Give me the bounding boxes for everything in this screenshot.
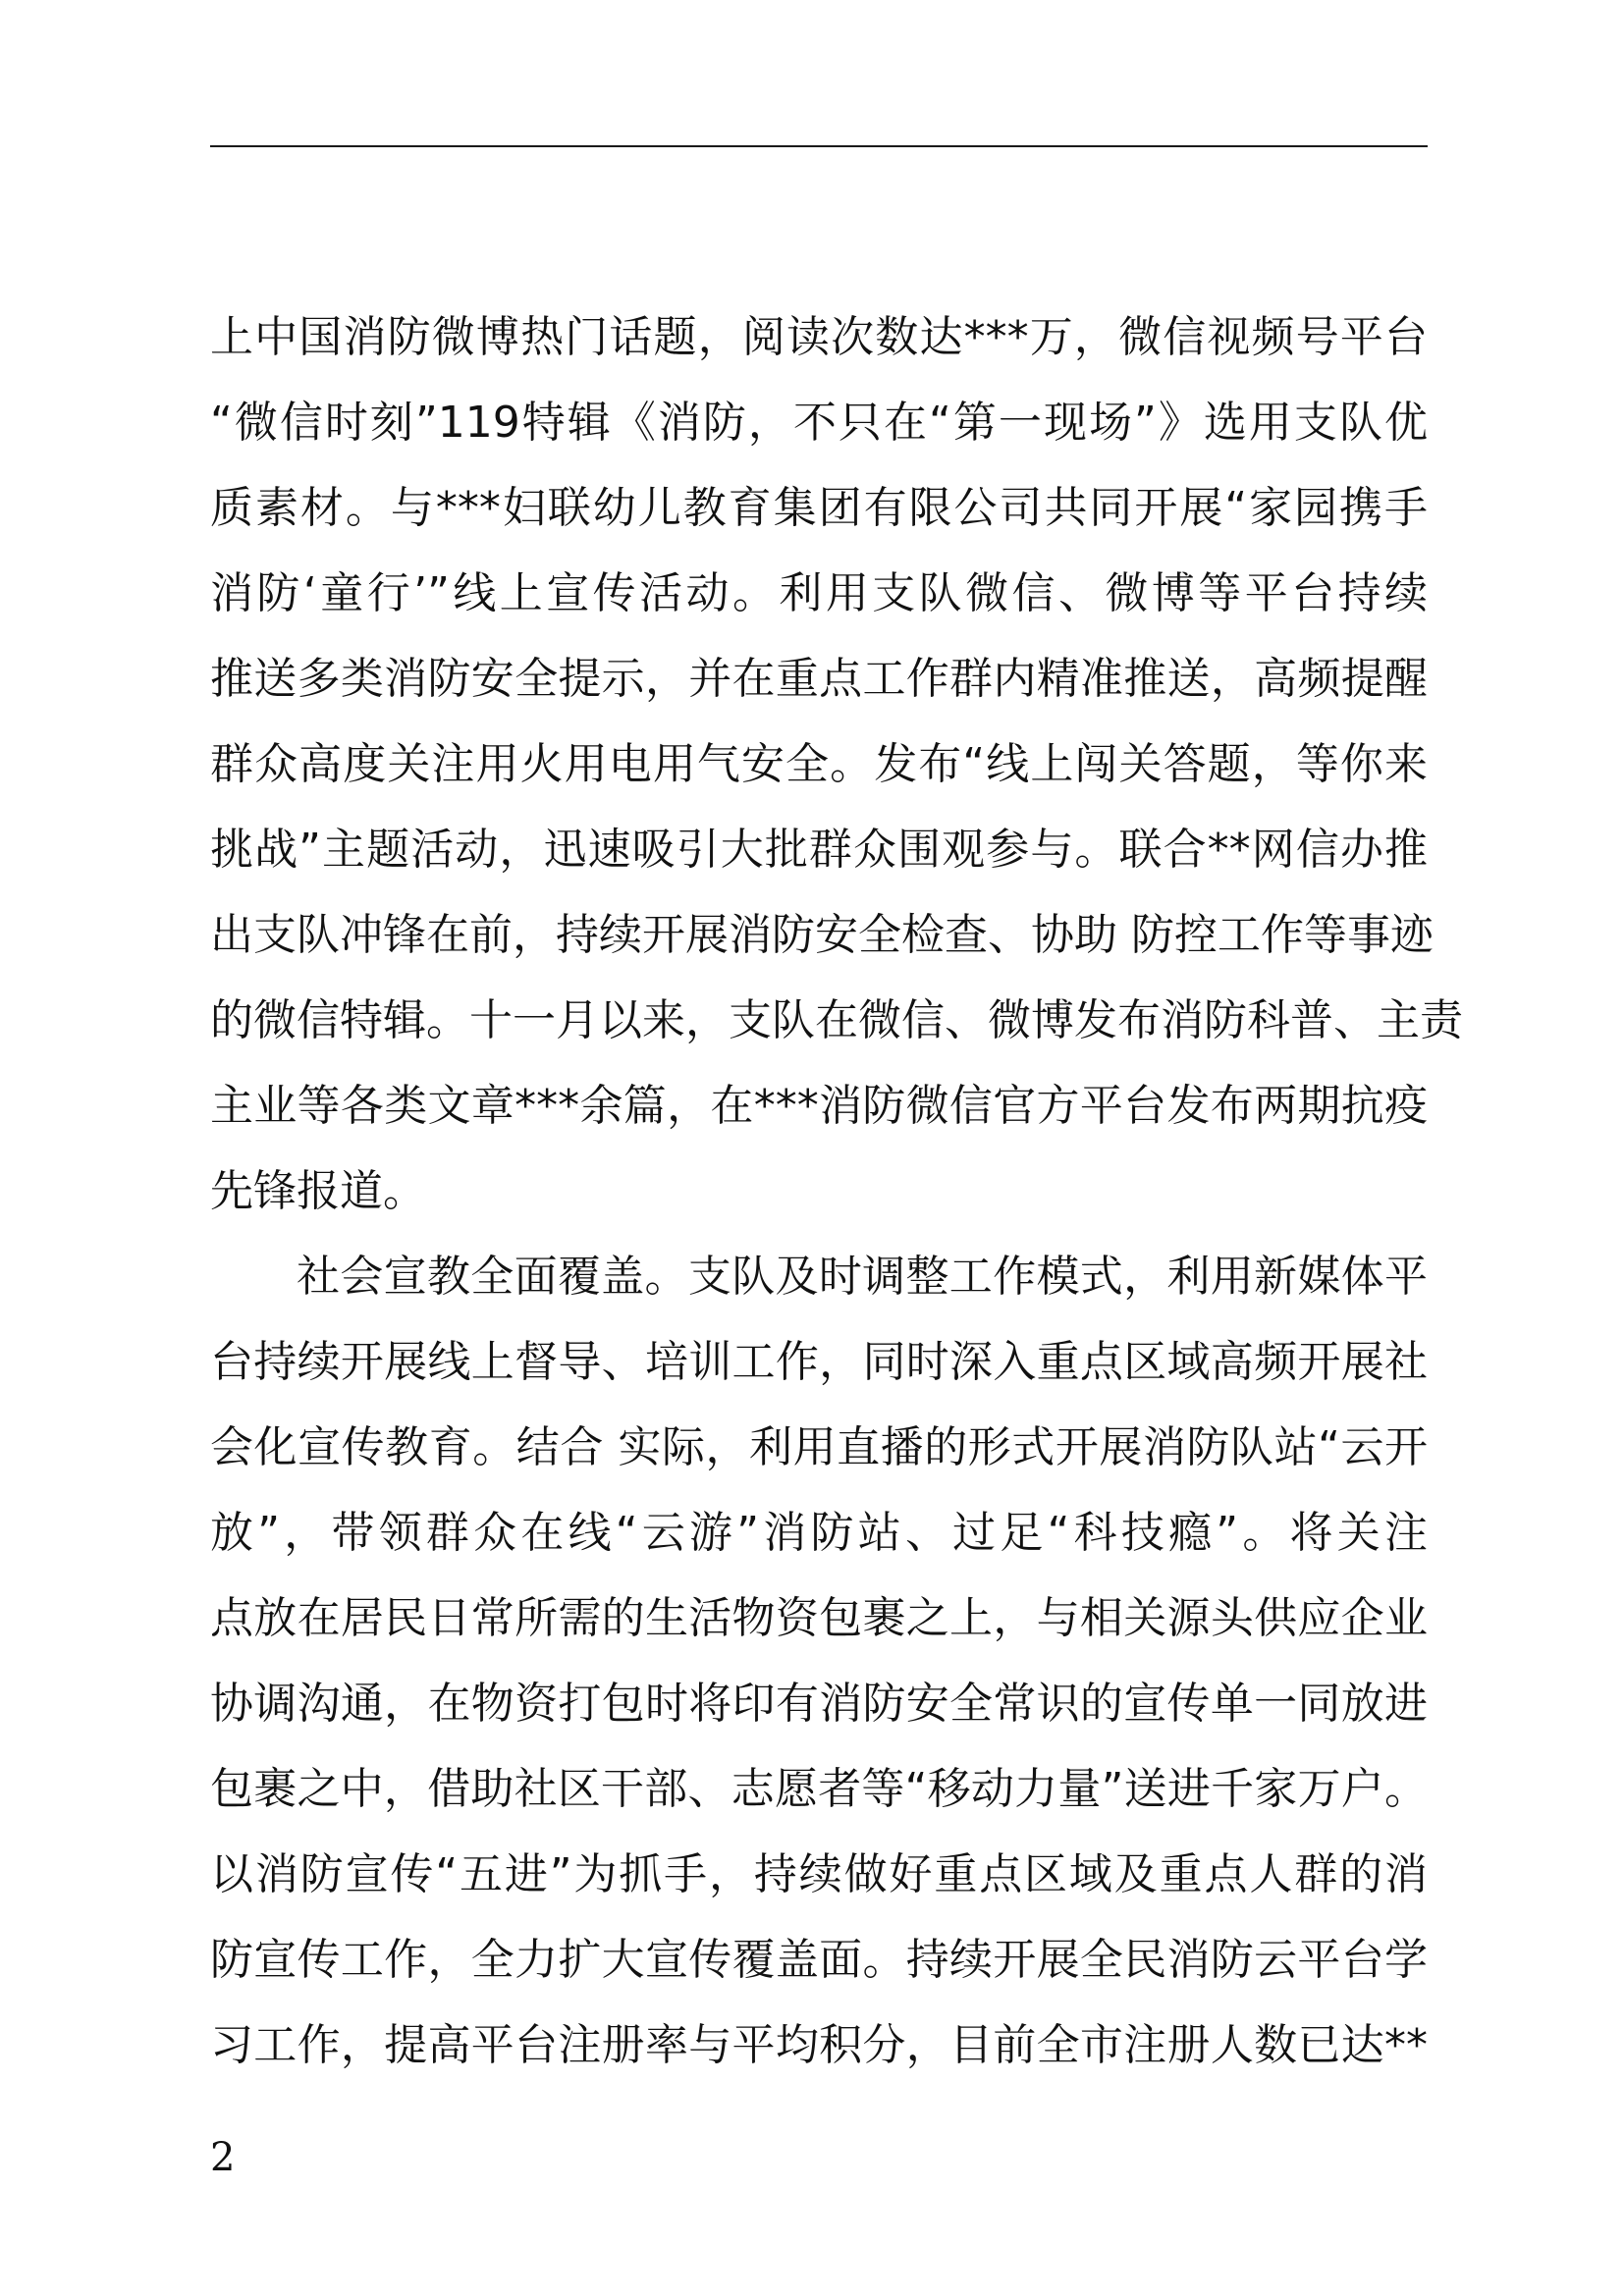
text-line: 包裹之中，借助社区干部、志愿者等“移动力量”送进千家万户。 — [210, 1764, 1428, 1814]
text-line: 台持续开展线上督导、培训工作，同时深入重点区域高频开展社 — [210, 1337, 1428, 1387]
text-line: 消防‘童行’”线上宣传活动。利用支队微信、微博等平台持续 — [210, 568, 1428, 618]
text-line: 先锋报道。 — [210, 1166, 426, 1216]
paragraph-1 — [210, 294, 1463, 1234]
text-line: 主业等各类文章***余篇，在***消防微信官方平台发布两期抗疫 — [210, 1081, 1428, 1131]
text-line: 防宣传工作，全力扩大宣传覆盖面。持续开展全民消防云平台学 — [210, 1935, 1428, 1985]
text-line: 放”，带领群众在线“云游”消防站、过足“科技瘾”。将关注 — [210, 1508, 1428, 1558]
header-rule — [210, 145, 1428, 147]
text-line: 的微信特辑。十一月以来，支队在微信、微博发布消防科普、主责 — [210, 995, 1463, 1045]
text-line: 出支队冲锋在前，持续开展消防安全检查、协助 防控工作等事迹 — [210, 910, 1434, 960]
text-line: 以消防宣传“五进”为抓手，持续做好重点区域及重点人群的消 — [210, 1849, 1428, 1899]
text-line: “微信时刻”119特辑《消防，不只在“第一现场”》选用支队优 — [210, 398, 1428, 448]
text-line: 会化宣传教育。结合 实际，利用直播的形式开展消防队站“云开 — [210, 1422, 1428, 1472]
text-line: 点放在居民日常所需的生活物资包裹之上，与相关源头供应企业 — [210, 1593, 1428, 1643]
text-line: 推送多类消防安全提示，并在重点工作群内精准推送，高频提醒 — [210, 654, 1428, 704]
paragraph-2 — [210, 1234, 1428, 2088]
text-line: 社会宣教全面覆盖。支队及时调整工作模式，利用新媒体平 — [297, 1252, 1428, 1302]
text-line: 协调沟通，在物资打包时将印有消防安全常识的宣传单一同放进 — [210, 1679, 1428, 1729]
text-line: 群众高度关注用火用电用气安全。发布“线上闯关答题，等你来 — [210, 739, 1428, 789]
body-text — [210, 294, 1463, 2088]
text-line: 质素材。与***妇联幼儿教育集团有限公司共同开展“家园携手 — [210, 483, 1428, 533]
text-line: 挑战”主题活动，迅速吸引大批群众围观参与。联合**网信办推 — [210, 825, 1428, 875]
text-line: 上中国消防微博热门话题，阅读次数达***万，微信视频号平台 — [210, 312, 1428, 362]
text-line: 习工作，提高平台注册率与平均积分，目前全市注册人数已达** — [210, 2020, 1428, 2070]
page-number: 2 — [210, 2135, 236, 2180]
